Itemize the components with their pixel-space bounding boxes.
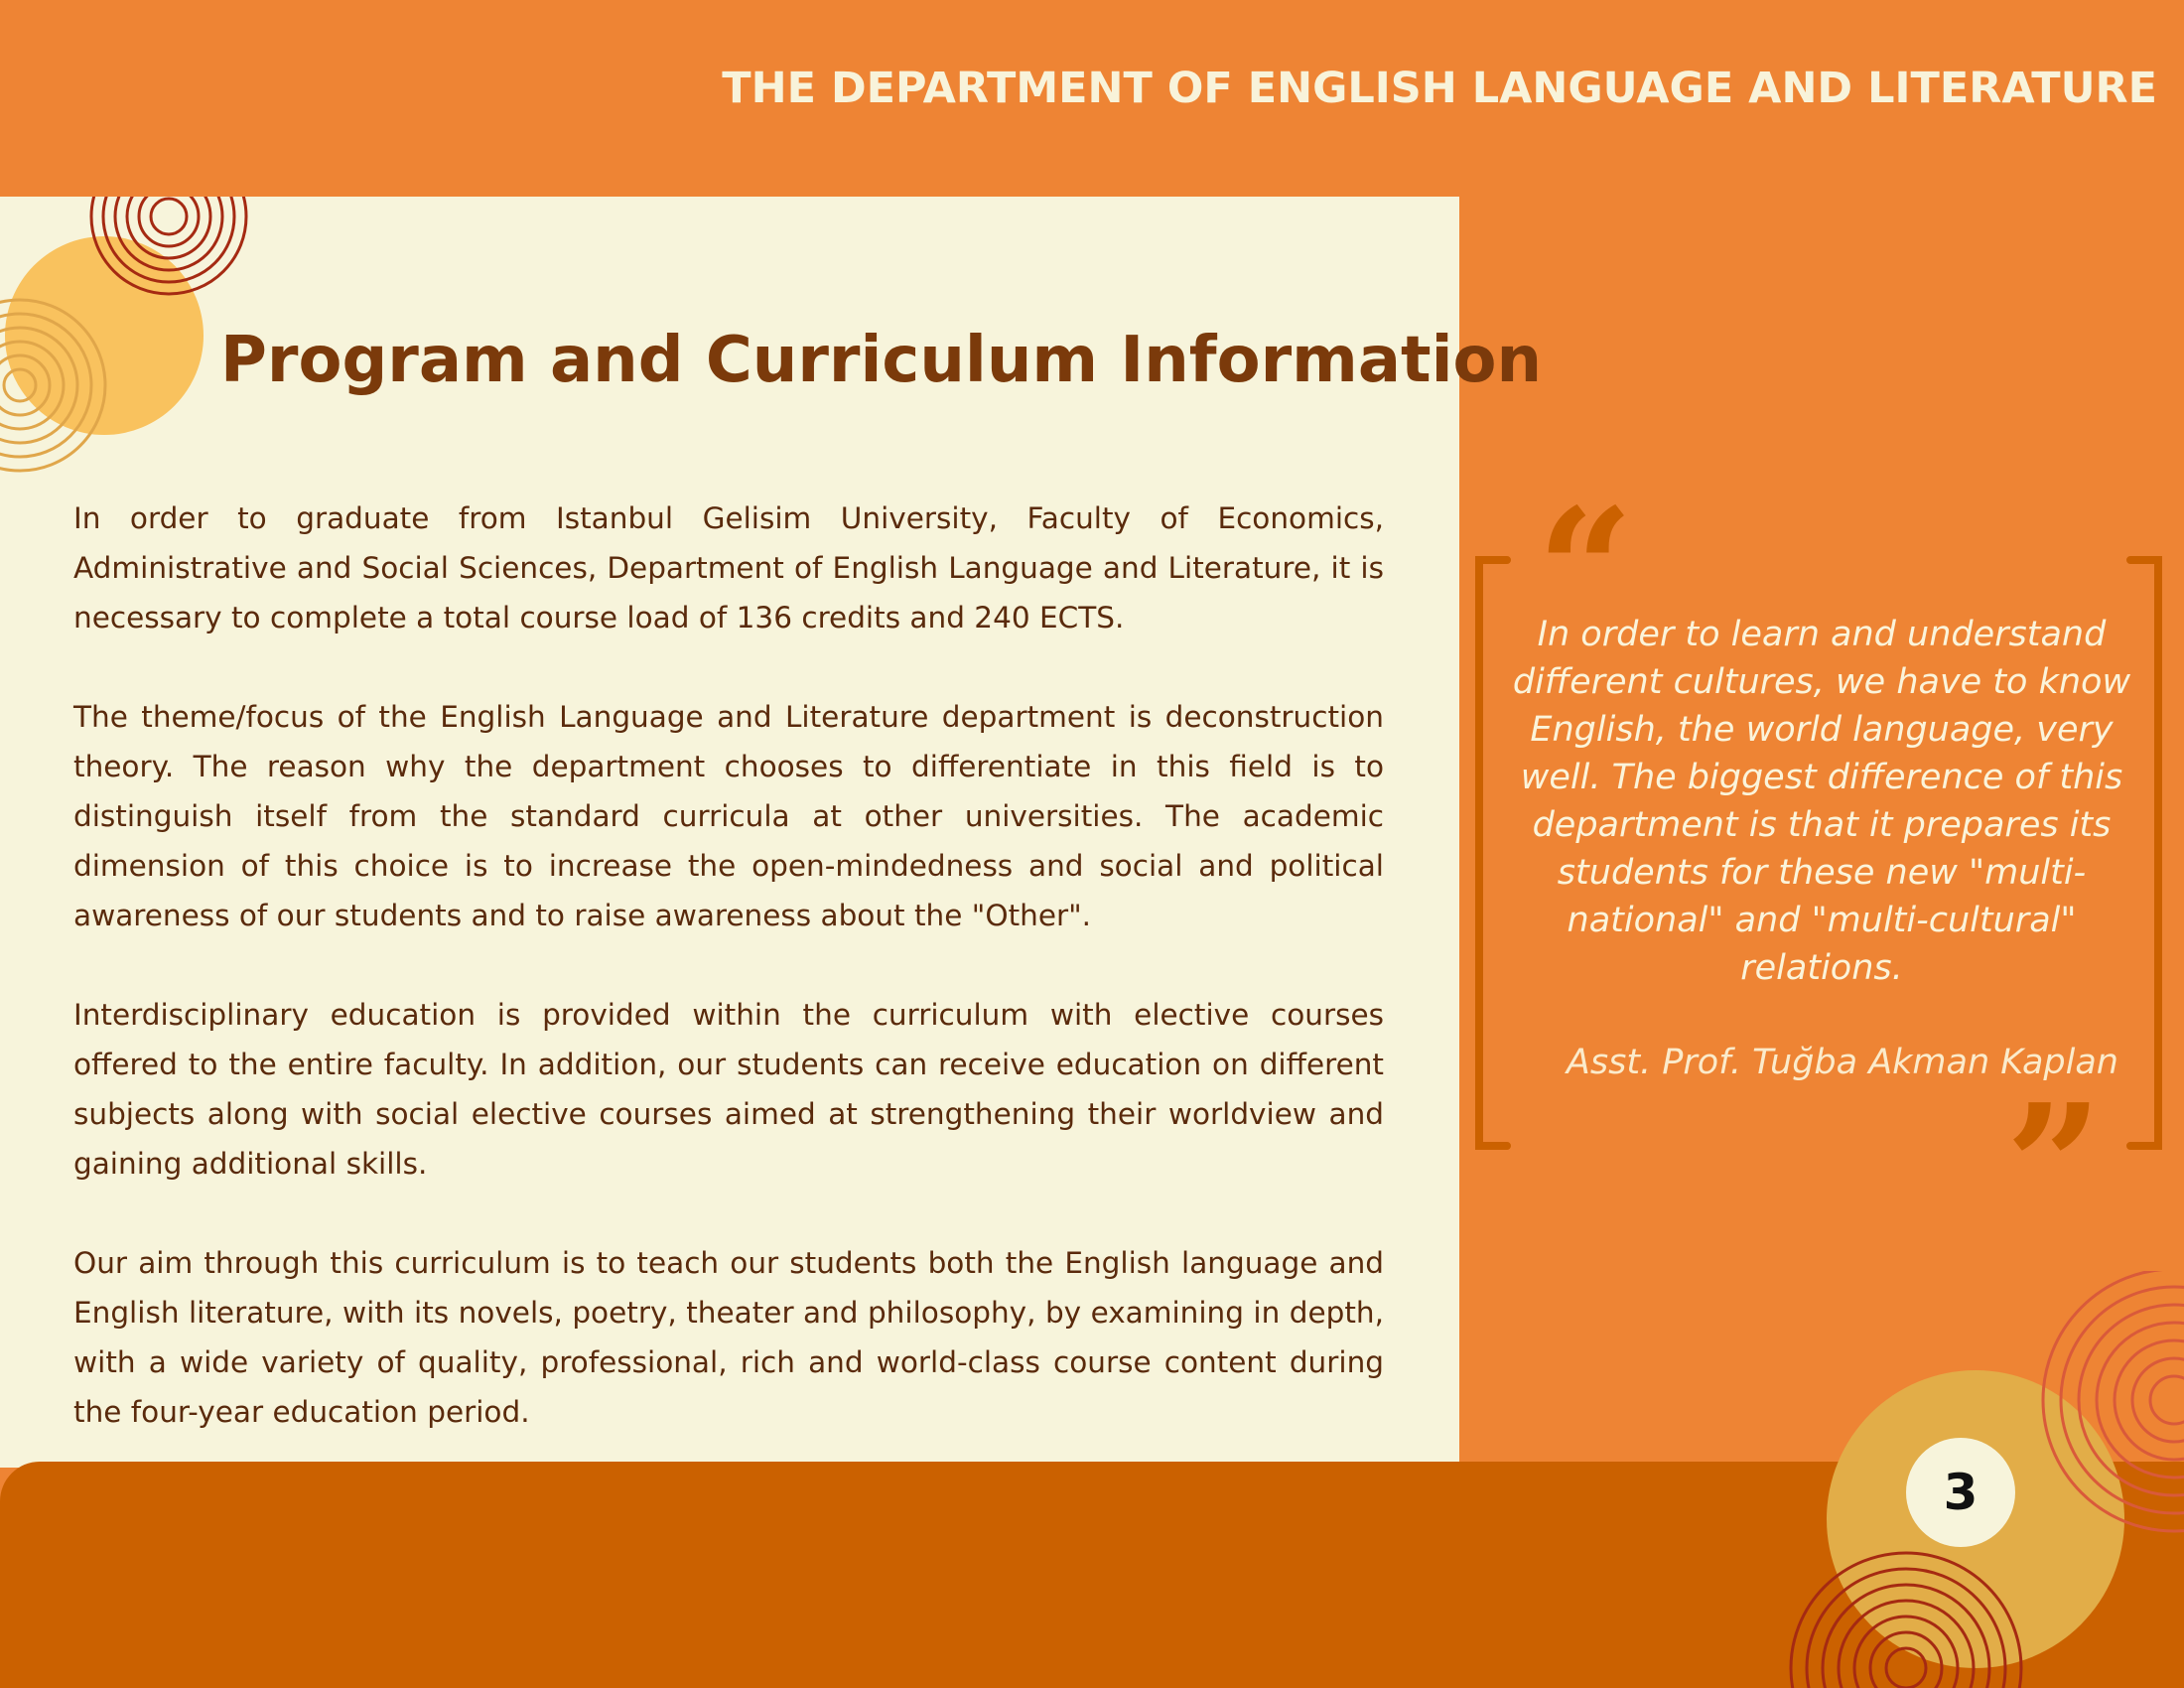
left-bracket-icon: [1473, 556, 1513, 1152]
department-header-title: THE DEPARTMENT OF ENGLISH LANGUAGE AND LITERATURE: [722, 64, 2157, 113]
quote-text: In order to learn and understand different cultures, we have to know English, the world language, very well. The biggest difference of this department is that it prepares its students for these new "multi-national" and "multi-cultural" relations.: [1512, 615, 2131, 988]
body-text: [73, 493, 1384, 1486]
paragraph-theme: The theme/focus of the English Language and Literature department is deconstruction theory. The reason why the department chooses to differentiate in this field is to distinguish itself from the standard curricula at other universities. The academic dimension of this choice is to increase the open-mindedness and social and political awareness of our students and to raise awareness about the "Other".: [73, 700, 1384, 932]
page-number-badge: 3: [1906, 1438, 2015, 1547]
open-quote-icon: “: [1537, 472, 1634, 670]
quote-author: Asst. Prof. Tuğba Akman Kaplan: [1566, 1043, 2118, 1082]
paragraph-graduation: In order to graduate from Istanbul Gelisim University, Faculty of Economics, Administrative and Social Sciences, Department of English Language and Literature, it is necessary to complete a total course load of 136 credits and 240 ECTS.: [73, 501, 1384, 634]
paragraph-aim: Our aim through this curriculum is to teach our students both the English language and English literature, with its novels, poetry, theater and philosophy, by examining in depth, with a wide variety of quality, professional, rich and world-class course content during the four-year education period.: [73, 1246, 1384, 1429]
page-title: Program and Curriculum Information: [220, 324, 1543, 397]
paragraph-interdisciplinary: Interdisciplinary education is provided within the curriculum with elective courses offered to the entire faculty. In addition, our students can receive education on different subjects along with social elective courses aimed at strengthening their worldview and gaining additional skills.: [73, 998, 1384, 1181]
close-quote-icon: ”: [2005, 1067, 2103, 1266]
